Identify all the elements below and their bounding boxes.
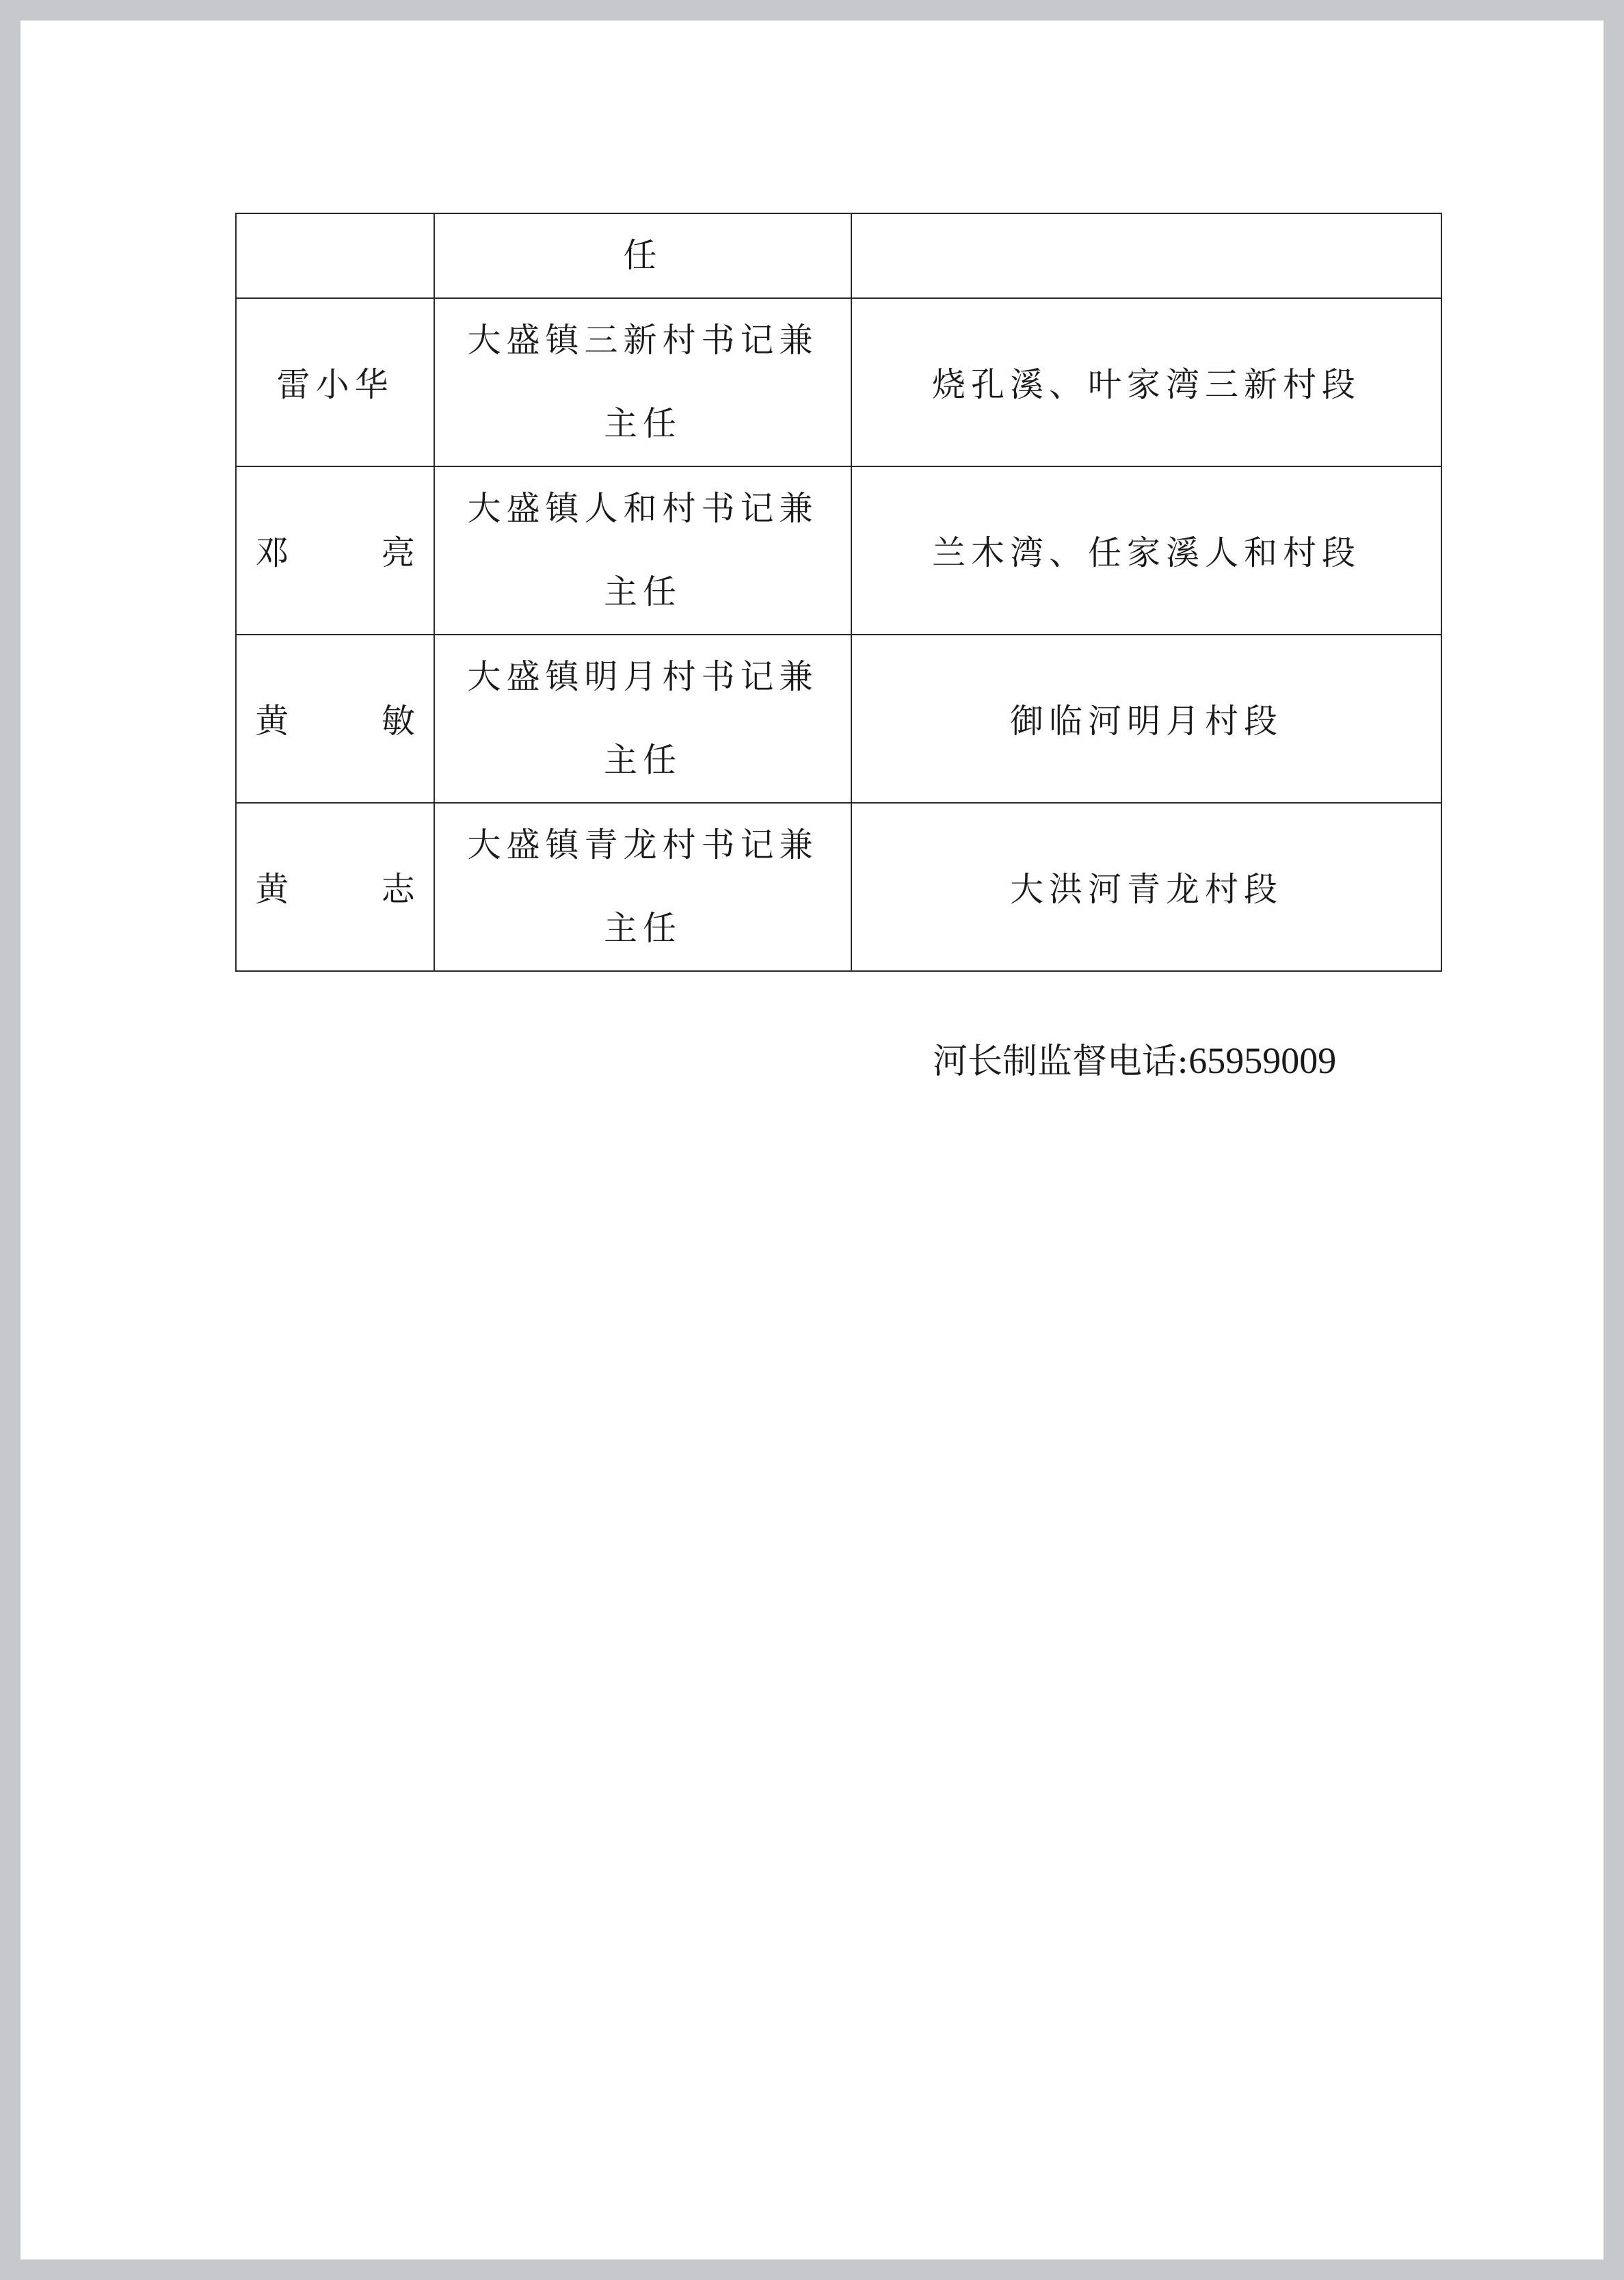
document-page bbox=[21, 21, 1603, 2259]
segment-cell: 御临河明月村段 bbox=[851, 635, 1441, 803]
hotline-label: 河长制监督电话: bbox=[933, 1042, 1189, 1082]
segment-cell: 大洪河青龙村段 bbox=[851, 803, 1441, 971]
name-text: 黄 敏 bbox=[255, 702, 456, 741]
title-text: 大盛镇青龙村书记兼主任 bbox=[467, 825, 818, 948]
supervision-hotline bbox=[933, 1033, 1336, 1083]
name-text: 黄 志 bbox=[255, 870, 456, 909]
name-text: 雷小华 bbox=[276, 365, 394, 404]
name-cell bbox=[236, 803, 456, 971]
hotline-number: 65959009 bbox=[1188, 1040, 1337, 1081]
title-cell bbox=[434, 213, 851, 298]
title-cell bbox=[434, 803, 851, 971]
segment-cell: 烧孔溪、叶家湾三新村段 bbox=[851, 298, 1441, 466]
title-cell bbox=[434, 298, 851, 466]
title-text: 任 bbox=[623, 236, 663, 275]
name-cell bbox=[236, 213, 434, 298]
segment-cell: 兰木湾、任家溪人和村段 bbox=[851, 466, 1441, 635]
name-cell bbox=[236, 466, 456, 635]
table-row-continuation bbox=[236, 213, 1441, 298]
title-text: 大盛镇三新村书记兼主任 bbox=[467, 321, 818, 443]
name-cell bbox=[236, 635, 456, 803]
name-cell bbox=[236, 298, 434, 466]
table-row bbox=[236, 466, 1441, 635]
name-text: 邓 亮 bbox=[255, 533, 456, 572]
river-chief-table bbox=[235, 213, 1442, 972]
table-row bbox=[236, 298, 1441, 466]
title-cell bbox=[434, 635, 851, 803]
title-text: 大盛镇明月村书记兼主任 bbox=[467, 657, 818, 780]
table-row bbox=[236, 635, 1441, 803]
title-text: 大盛镇人和村书记兼主任 bbox=[467, 489, 818, 611]
segment-cell bbox=[851, 213, 1441, 298]
title-cell bbox=[434, 466, 851, 635]
table-row bbox=[236, 803, 1441, 971]
